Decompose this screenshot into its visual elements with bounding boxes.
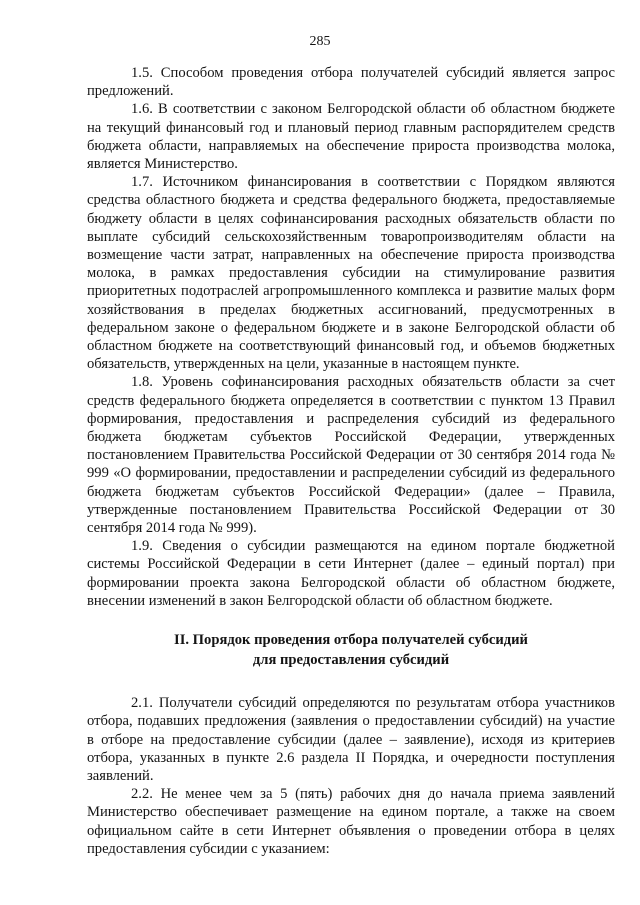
- paragraph-1-7: 1.7. Источником финансирования в соответствии с Порядком являются средства областного бюджета и средства федерального бюджета, предоставляемые бюджету области в целях софинансирования расходных обязательств области по выплате субсидий сельскохозяйственным товаропроизводителям области на возмещение части затрат, направленных на обеспечение прироста производства молока, в рамках предоставления субсидии на стимулирование развития приоритетных подотраслей агропромышленного комплекса и развитие малых форм хозяйствования в пределах бюджетных ассигнований, предусмотренных в федеральном законе о федеральном бюджете и в законе Белгородской области об областном бюджете на соответствующий финансовый год, и объемов бюджетных обязательств, утвержденных на цели, указанные в настоящем пункте.: [87, 174, 615, 373]
- paragraph-2-1: 2.1. Получатели субсидий определяются по результатам отбора участников отбора, подавших предложения (заявления о предоставлении субсидий) на участие в отборе на предоставление субсидии (далее – заявление), исходя из критериев отбора, указанных в пункте 2.6 раздела II Порядка, и очередности поступления заявлений.: [87, 695, 615, 784]
- paragraph-1-5: 1.5. Способом проведения отбора получателей субсидий является запрос предложений.: [87, 65, 615, 100]
- document-body: [87, 64, 615, 858]
- section-heading: [87, 630, 615, 670]
- paragraph-1-8: 1.8. Уровень софинансирования расходных обязательств области за счет средств федерального бюджета определяется в соответствии с пунктом 13 Правил формирования, предоставления и распределения субсидий из федерального бюджета бюджетам субъектов Российской Федерации, утвержденных постановлением Правительства Российской Федерации от 30 сентября 2014 года № 999 «О формировании, предоставлении и распределении субсидий из федерального бюджета бюджетам субъектов Российской Федерации» (далее – Правила, утвержденные постановлением Правительства Российской Федерации от 30 сентября 2014 года № 999).: [87, 374, 615, 537]
- section-heading-line-2: для предоставления субсидий: [252, 652, 450, 669]
- paragraph-1-9: 1.9. Сведения о субсидии размещаются на едином портале бюджетной системы Российской Федерации в сети Интернет (далее – единый портал) при формировании проекта закона Белгородской области об областном бюджете, внесении изменений в закон Белгородской области об областном бюджете.: [87, 538, 615, 609]
- page-number: 285: [309, 34, 331, 49]
- section-heading-line-1: II. Порядок проведения отбора получателей субсидий: [174, 632, 528, 649]
- paragraph-1-6: 1.6. В соответствии с законом Белгородской области об областном бюджете на текущий финансовый год и плановый период главным распорядителем средств бюджета области, направляемых на обеспечение прироста производства молока, является Министерство.: [87, 101, 615, 173]
- spacer: [87, 670, 615, 694]
- paragraph-2-2: 2.2. Не менее чем за 5 (пять) рабочих дня до начала приема заявлений Министерство обеспечивает размещение на едином портале, а также на своем официальном сайте в сети Интернет объявления о проведении отбора в целях предоставления субсидии с указанием:: [87, 786, 615, 857]
- spacer: [87, 610, 615, 630]
